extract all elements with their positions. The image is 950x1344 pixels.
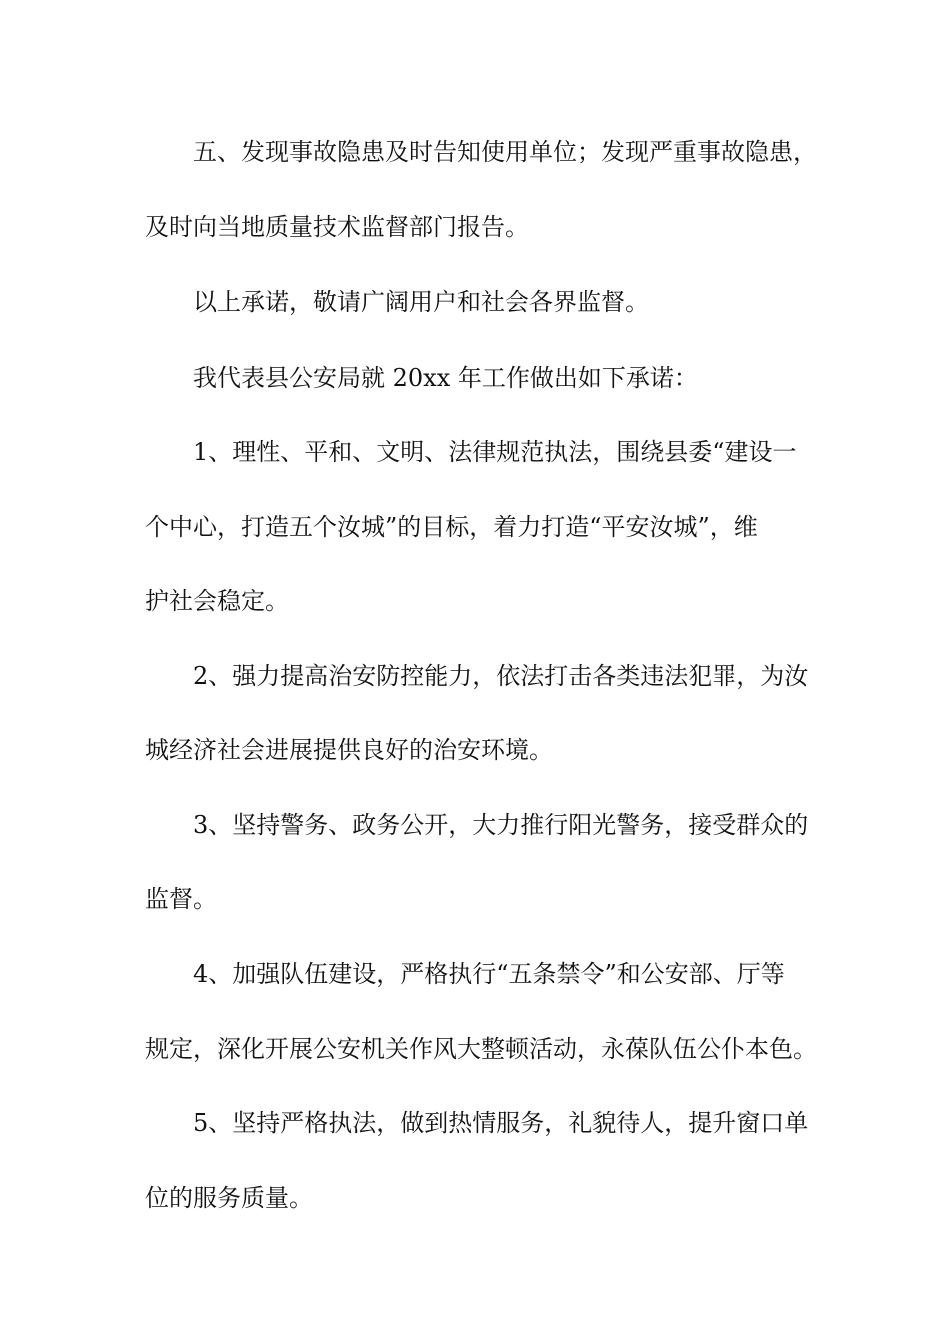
pledge-2-line-1: 2、强力提高治安防控能力，依法打击各类违法犯罪，为汝 — [193, 662, 809, 690]
pledge-5-line-1: 5、坚持严格执法，做到热情服务，礼貌待人，提升窗口单 — [193, 1109, 809, 1137]
pledge-1-line-2: 个中心，打造五个汝城”的目标，着力打造“平安汝城”，维 — [145, 513, 758, 541]
pledge-2-line-2: 城经济社会进展提供良好的治安环境。 — [145, 736, 553, 764]
pledge-3-line-1: 3、坚持警务、政务公开，大力推行阳光警务，接受群众的 — [193, 811, 809, 839]
pledge-1-line-1: 1、理性、平和、文明、法律规范执法，围绕县委“建设一 — [193, 438, 797, 466]
pledge-intro: 我代表县公安局就 20xx 年工作做出如下承诺： — [193, 364, 698, 392]
paragraph-5-line-1: 五、发现事故隐患及时告知使用单位；发现严重事故隐患， — [193, 138, 817, 166]
pledge-1-line-3: 护社会稳定。 — [145, 587, 289, 615]
closing-statement: 以上承诺，敬请广阔用户和社会各界监督。 — [193, 288, 649, 316]
paragraph-5-line-2: 及时向当地质量技术监督部门报告。 — [145, 213, 529, 241]
pledge-4-line-2: 规定，深化开展公安机关作风大整顿活动，永葆队伍公仆本色。 — [145, 1035, 817, 1063]
pledge-4-line-1: 4、加强队伍建设，严格执行“五条禁令”和公安部、厅等 — [193, 960, 785, 988]
pledge-5-line-2: 位的服务质量。 — [145, 1184, 313, 1212]
pledge-3-line-2: 监督。 — [145, 885, 217, 913]
